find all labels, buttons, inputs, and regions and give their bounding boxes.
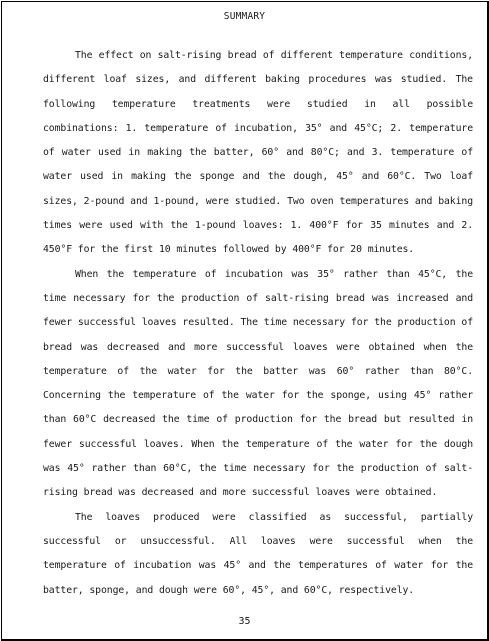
paragraph-2-text: When the temperature of incubation was 35° rather than 45°C, the time necessary for the production of salt-rising bread was increased and fewer successful loaves resulted. The time necessary for the production of bread was decreased and more successful loaves were obtained when the temperature of the water for the batter was 60° rather than 80°C. Concerning the temperature of the water for the sponge, using 45° rather than 60°C decreased the time of production for the bread but resulted in fewer successful loaves. When the temperature of the water for the dough was 45° rather than 60°C, the time necessary for the production of salt-rising bread was decreased and more successful loaves were obtained. bbox=[43, 268, 473, 499]
page-title: SUMMARY bbox=[223, 11, 266, 22]
summary-body bbox=[43, 44, 473, 603]
document-page bbox=[1, 1, 489, 641]
paragraph-2 bbox=[43, 263, 473, 506]
paragraph-1 bbox=[43, 44, 473, 263]
page-number: 35 bbox=[238, 616, 251, 627]
paragraph-1-text: The effect on salt-rising bread of different temperature conditions, different loaf sizes, and different baking procedures was studied. The following temperature treatments were studied in all possible combinations: 1. temperature of incubation, 35° and 45°C; 2. temperature of water used in making the batter, 60° and 80°C; and 3. temperature of water used in making the sponge and the dough, 45° and 60°C. Two loaf sizes, 2-pound and 1-pound, were studied. Two oven temperatures and baking times were used with the 1-pound loaves: 1. 400°F for 35 minutes and 2. 450°F for the first 10 minutes followed by 400°F for 20 minutes. bbox=[43, 50, 473, 256]
paragraph-3-text: The loaves produced were classified as successful, partially successful or unsuccessful. All loaves were successful when the temperature of incubation was 45° and the temperatures of water for the batter, sponge, and dough were 60°, 45°, and 60°C, respectively. bbox=[43, 511, 473, 596]
paragraph-3 bbox=[43, 506, 473, 603]
